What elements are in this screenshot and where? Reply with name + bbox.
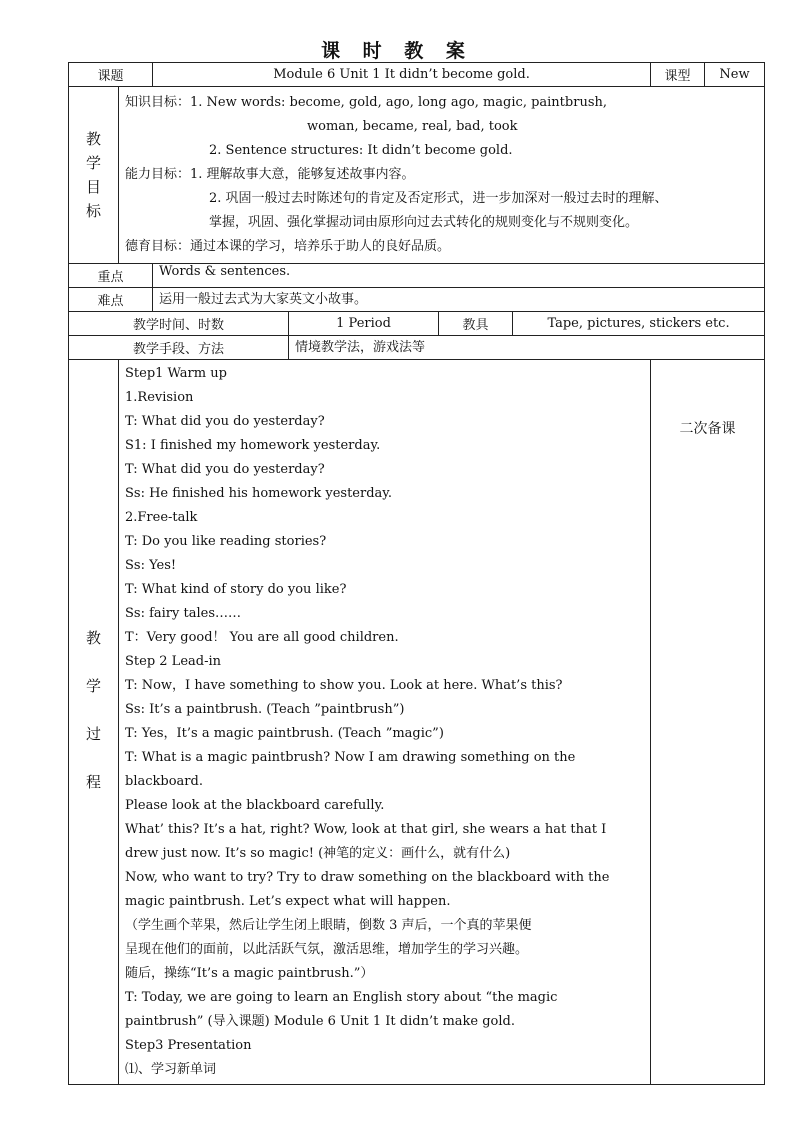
key-points-row (69, 264, 765, 288)
process-line: T：Very good！ You are all good children. (125, 630, 399, 645)
process-line: paintbrush” (导入课题) Module 6 Unit 1 It didn’t make gold. (125, 1014, 515, 1029)
process-line: Ss: He finished his homework yesterday. (125, 486, 393, 501)
process-line: drew just now. It’s so magic! (神笔的定义：画什么，就有什么) (125, 846, 511, 861)
objective-line: 知识目标：1. New words: become, gold, ago, long ago, magic, paintbrush, (125, 95, 607, 110)
process-label: 教 学 过 程 (69, 360, 119, 1085)
objectives-content (119, 87, 765, 264)
topic-row (69, 63, 765, 87)
objectives-row (69, 87, 765, 264)
objectives-label: 教 学 目 标 (69, 87, 119, 264)
difficult-points-value: 运用一般过去式为大家英文小故事。 (153, 288, 765, 312)
process-line: Now, who want to try? Try to draw something on the blackboard with the (125, 870, 610, 885)
process-line: Please look at the blackboard carefully. (125, 798, 385, 813)
aids-label: 教具 (439, 312, 513, 336)
process-line: T: What is a magic paintbrush? Now I am drawing something on the (125, 750, 576, 765)
process-line: T: Now，I have something to show you. Look at here. What’s this? (125, 678, 563, 693)
page-title: 课 时 教 案 (321, 40, 473, 62)
process-line: Ss: Yes! (125, 558, 177, 573)
process-line: （学生画个苹果，然后让学生闭上眼睛，倒数 3 声后，一个真的苹果便 (125, 918, 532, 933)
key-points-value: Words & sentences. (153, 264, 765, 288)
objective-line: 德育目标：通过本课的学习，培养乐于助人的良好品质。 (125, 239, 451, 254)
process-line: Step3 Presentation (125, 1038, 252, 1053)
aids-value: Tape, pictures, stickers etc. (513, 312, 765, 336)
process-line: T: Yes，It’s a magic paintbrush. (Teach ”magic”) (125, 726, 444, 741)
lesson-plan-table (68, 62, 765, 1085)
type-label: 课型 (651, 63, 705, 87)
time-label: 教学时间、时数 (69, 312, 289, 336)
objective-line: 能力目标：1. 理解故事大意，能够复述故事内容。 (125, 167, 415, 182)
process-line: T: What kind of story do you like? (125, 582, 347, 597)
process-line: 2.Free-talk (125, 510, 198, 525)
process-line: 1.Revision (125, 390, 194, 405)
secondary-prep-column (651, 360, 765, 1085)
process-line: S1: I finished my homework yesterday. (125, 438, 381, 453)
process-line: T: What did you do yesterday? (125, 414, 325, 429)
objective-line: 2. 巩固一般过去时陈述句的肯定及否定形式，进一步加深对一般过去时的理解、 (209, 191, 668, 206)
process-line: magic paintbrush. Let’s expect what will happen. (125, 894, 451, 909)
process-line: 随后，操练“It’s a magic paintbrush.”） (125, 966, 374, 981)
process-line: Ss: It’s a paintbrush. (Teach ”paintbrush”) (125, 702, 405, 717)
time-value: 1 Period (289, 312, 439, 336)
topic-label: 课题 (69, 63, 153, 87)
time-row (69, 312, 765, 336)
method-value: 情境教学法，游戏法等 (289, 336, 765, 360)
process-content (119, 360, 651, 1085)
objective-line: 掌握，巩固、强化掌握动词由原形向过去式转化的规则变化与不规则变化。 (209, 215, 639, 230)
process-line: blackboard. (125, 774, 203, 789)
process-line: T: Do you like reading stories? (125, 534, 327, 549)
process-row (69, 360, 765, 1085)
process-line: What’ this? It’s a hat, right? Wow, look at that girl, she wears a hat that I (125, 822, 607, 837)
type-value: New (705, 63, 765, 87)
method-label: 教学手段、方法 (69, 336, 289, 360)
difficult-points-label: 难点 (69, 288, 153, 312)
topic-value: Module 6 Unit 1 It didn’t become gold. (153, 63, 651, 87)
method-row (69, 336, 765, 360)
process-line: ⑴、学习新单词 (125, 1062, 217, 1077)
process-line: T: Today, we are going to learn an English story about “the magic (125, 990, 558, 1005)
secondary-prep-label: 二次备课 (679, 421, 736, 437)
process-line: T: What did you do yesterday? (125, 462, 325, 477)
process-line: 呈现在他们的面前，以此活跃气氛，激活思维，增加学生的学习兴趣。 (125, 942, 529, 957)
objective-line: 2. Sentence structures: It didn’t become gold. (209, 143, 513, 158)
objective-line: woman, became, real, bad, took (307, 119, 518, 134)
process-line: Step 2 Lead-in (125, 654, 222, 669)
process-line: Step1 Warm up (125, 366, 227, 381)
process-line: Ss: fairy tales…… (125, 606, 241, 621)
key-points-label: 重点 (69, 264, 153, 288)
difficult-points-row (69, 288, 765, 312)
